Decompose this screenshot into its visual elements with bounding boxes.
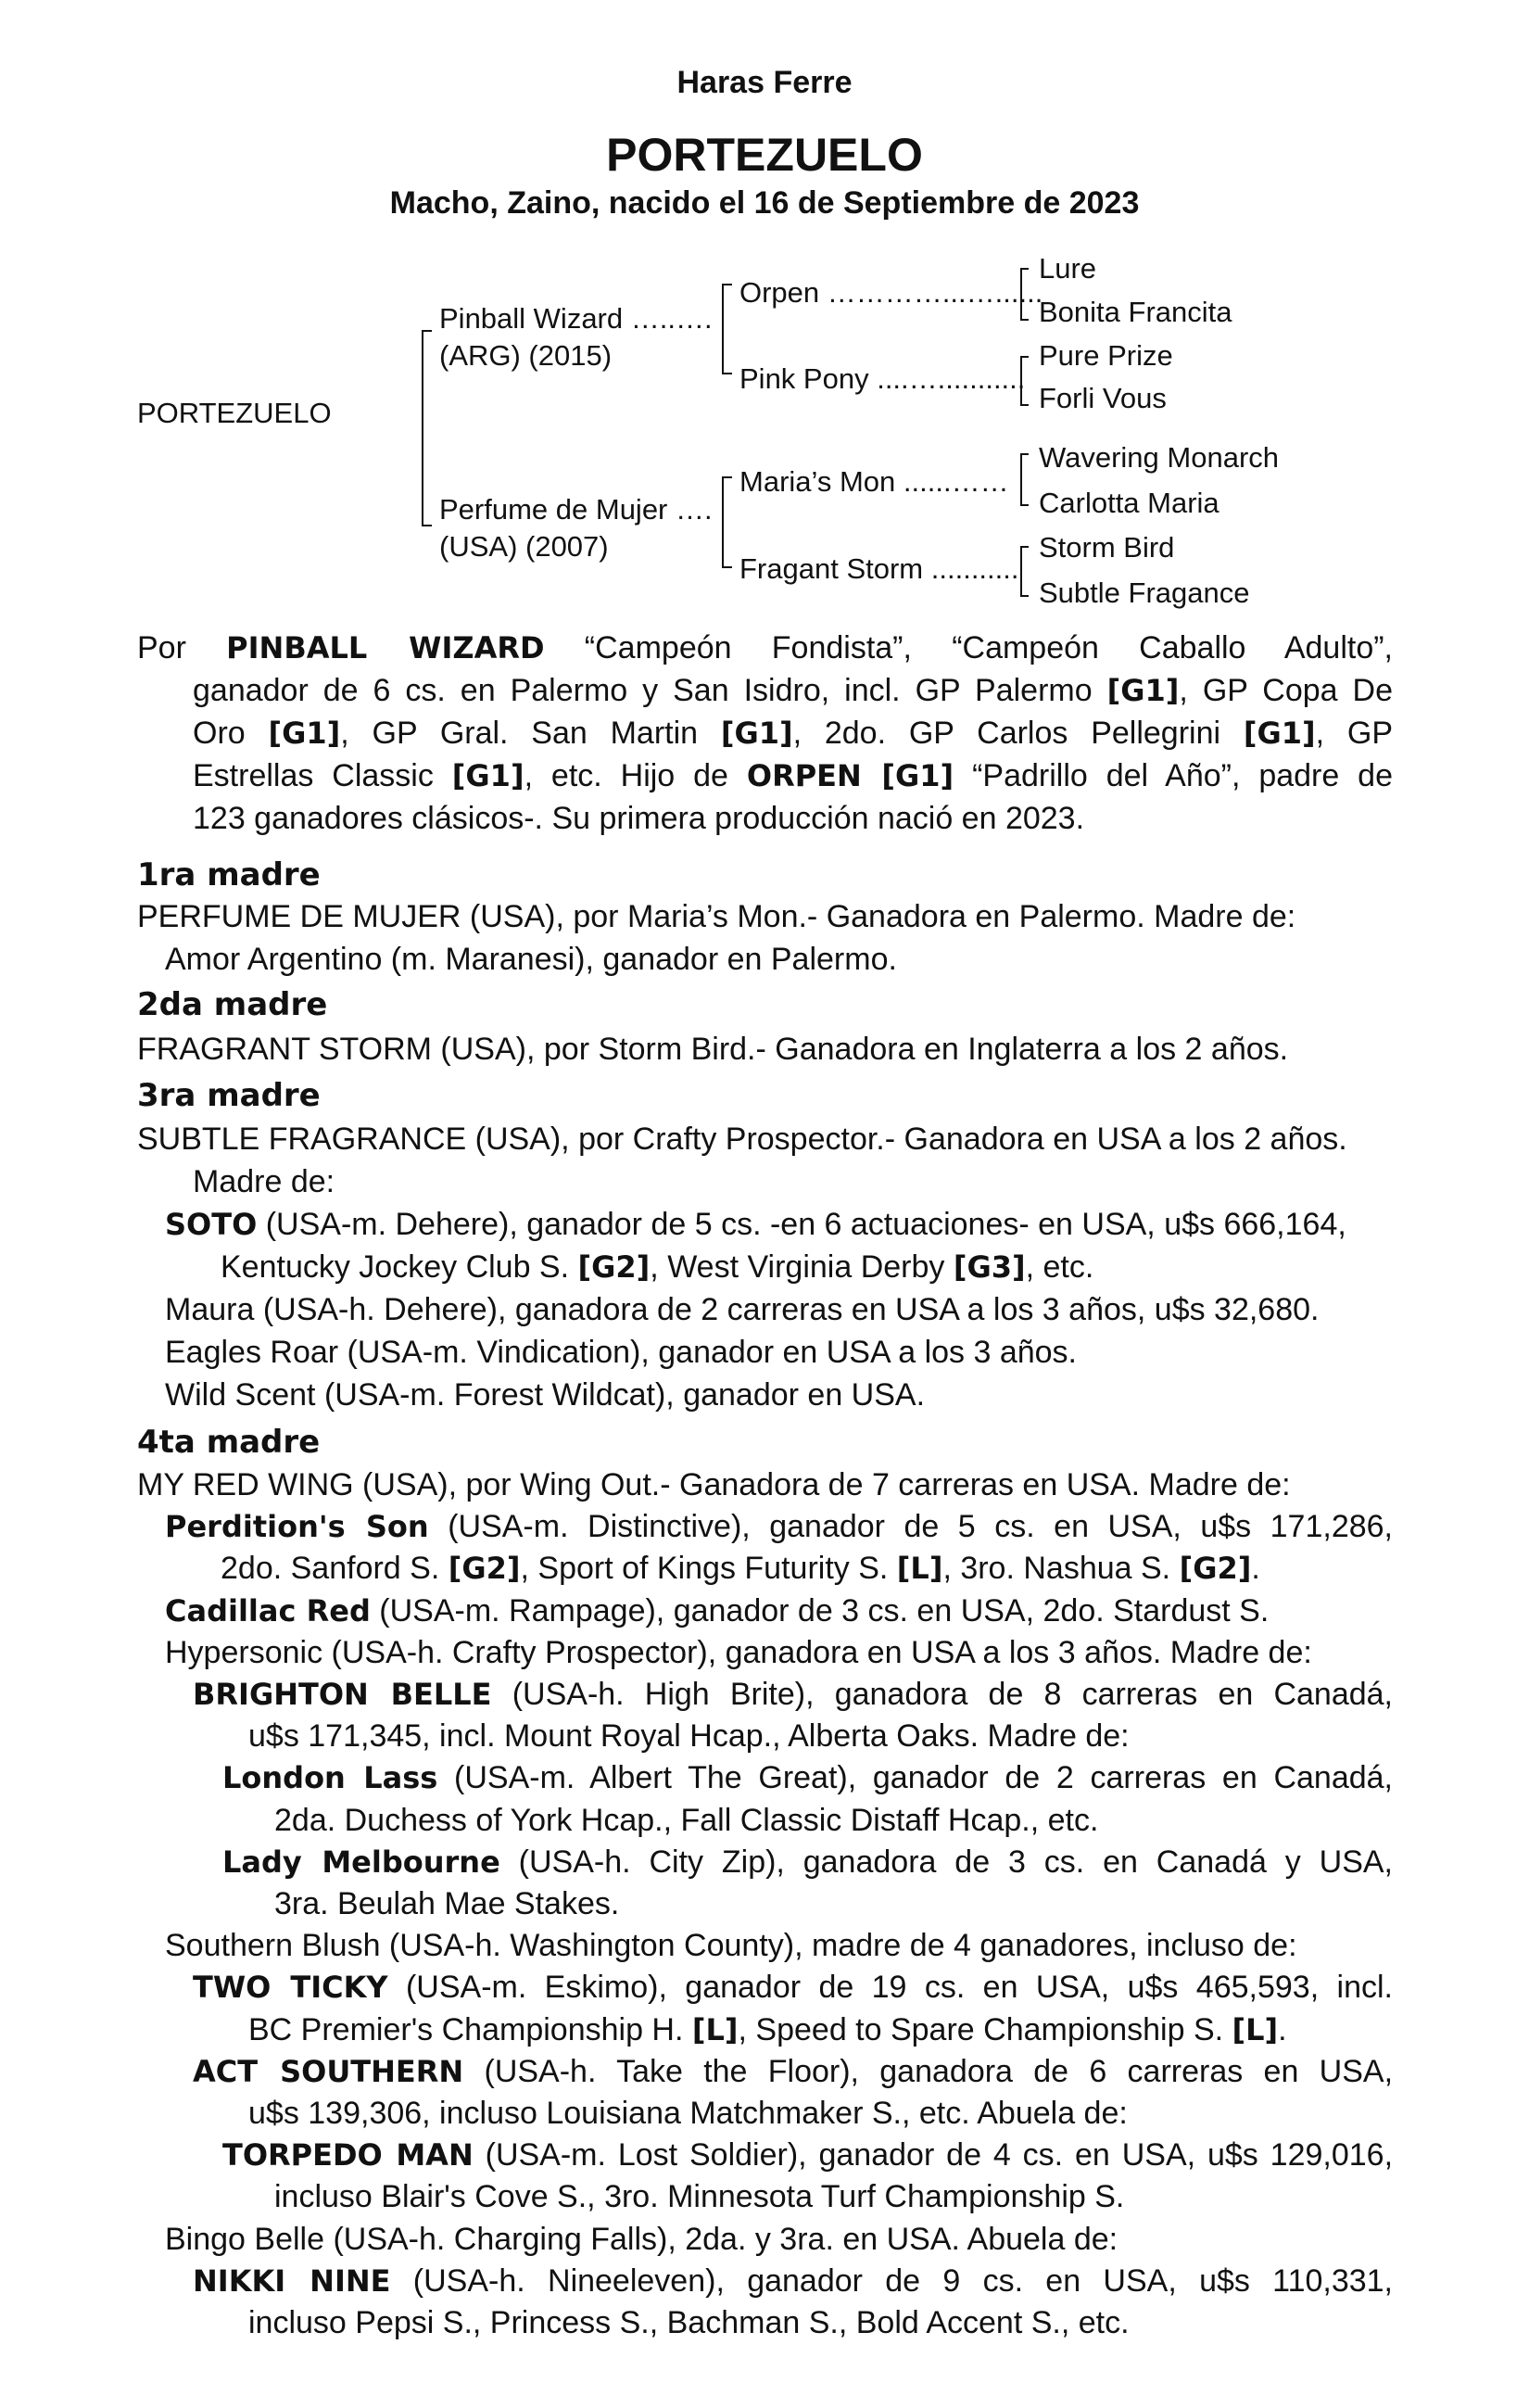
pedigree-sire-origin: (ARG) (2015) [439,339,613,372]
dam4-torpedo-line-2: incluso Blair's Cove S., 3ro. Minnesota Turf Championship S. [274,2179,1125,2215]
pedigree-ggp-5: Wavering Monarch [1039,441,1280,474]
dam1-block [137,895,1393,981]
pedigree-dam-origin: (USA) (2007) [439,530,609,563]
pedigree-ggp-6: Carlotta Maria [1039,487,1219,519]
heading-dam1: 1ra madre [137,856,321,893]
pedigree-sire-dam: Pink Pony ....…........... [739,362,1026,395]
pedigree-ggp-2: Bonita Francita [1039,296,1232,328]
dam4-brighton-line-2: u$s 171,345, incl. Mount Royal Hcap., Alberta Oaks. Madre de: [248,1718,1130,1755]
dam4-two-line-1: TWO TICKY (USA-m. Eskimo), ganador de 19 cs. en USA, u$s 465,593, incl. [193,1970,1393,2006]
dam4-lady-line-1: Lady Melbourne (USA-h. City Zip), ganadora de 3 cs. en Canadá y USA, [222,1844,1393,1880]
pedigree-sire-sire: Orpen …………...…...... [739,276,1043,309]
pedigree-ggp-8: Subtle Fragance [1039,577,1250,609]
sire-line-4: Estrellas Classic [G1], etc. Hijo de ORPEN [G1] “Padrillo del Año”, padre de [193,758,1394,793]
dam3-line-1: SUBTLE FRAGRANCE (USA), por Crafty Prospector.- Ganadora en USA a los 2 años. [137,1122,1347,1157]
dam3-line-3: Maura (USA-h. Dehere), ganadora de 2 carreras en USA a los 3 años, u$s 32,680. [165,1292,1320,1327]
pedigree-subject: PORTEZUELO [137,397,332,429]
sire-line-1: Por PINBALL WIZARD “Campeón Fondista”, “Campeón Caballo Adulto”, [137,630,1394,665]
dam4-cadillac-line: Cadillac Red (USA-m. Rampage), ganador de 3 cs. en USA, 2do. Stardust S. [165,1592,1270,1629]
dam2-line-1: FRAGRANT STORM (USA), por Storm Bird.- Ganadora en Inglaterra a los 2 años. [137,1032,1289,1067]
dam4-brighton-line-1: BRIGHTON BELLE (USA-h. High Brite), ganadora de 8 carreras en Canadá, [193,1677,1393,1713]
dam3-line-2: Madre de: [193,1164,335,1199]
dam4-bingo-line: Bingo Belle (USA-h. Charging Falls), 2da. y 3ra. en USA. Abuela de: [165,2221,1118,2257]
horse-subtitle: Macho, Zaino, nacido el 16 de Septiembre de 2023 [389,185,1140,221]
dam4-torpedo-line-1: TORPEDO MAN (USA-m. Lost Soldier), ganador de 4 cs. en USA, u$s 129,016, [222,2137,1394,2174]
dam4-hypersonic-line: Hypersonic (USA-h. Crafty Prospector), ganadora en USA a los 3 años. Madre de: [165,1634,1312,1670]
heading-dam2: 2da madre [137,986,328,1023]
sire-paragraph [137,627,1393,840]
sire-line-2: ganador de 6 cs. en Palermo y San Isidro, incl. GP Palermo [G1], GP Copa De [193,673,1394,708]
pedigree-ggp-7: Storm Bird [1039,531,1175,564]
pedigree-dam: Perfume de Mujer …. [439,493,713,526]
pedigree-ggp-3: Pure Prize [1039,339,1173,372]
dam1-line-1: PERFUME DE MUJER (USA), por Maria’s Mon.- Ganadora en Palermo. Madre de: [137,899,1296,934]
dam4-act-line-1: ACT SOUTHERN (USA-h. Take the Floor), ganadora de 6 carreras en USA, [193,2053,1394,2089]
dam2-block [137,1028,1393,1071]
dam4-southern-line: Southern Blush (USA-h. Washington County), madre de 4 ganadores, incluso de: [165,1928,1297,1964]
pedigree-dam-dam: Fragant Storm ........... [739,552,1019,585]
dam4-nikki-line-1: NIKKI NINE (USA-h. Nineeleven), ganador de 9 cs. en USA, u$s 110,331, [193,2262,1394,2299]
farm-name: Haras Ferre [676,65,853,100]
dam4-london-line-2: 2da. Duchess of York Hcap., Fall Classic Distaff Hcap., etc. [274,1802,1099,1838]
pedigree-dam-sire: Maria’s Mon ......…… [739,465,1009,498]
dam3-line-4: Eagles Roar (USA-m. Vindication), ganador en USA a los 3 años. [165,1335,1078,1370]
dam3-soto-line-2: Kentucky Jockey Club S. [G2], West Virginia Derby [G3], etc. [221,1249,1094,1285]
dam4-lady-line-2: 3ra. Beulah Mae Stakes. [274,1886,620,1922]
dam4-two-line-2: BC Premier's Championship H. [L], Speed to Spare Championship S. [L]. [248,2011,1287,2047]
pedigree-brackets [0,0,1529,649]
dam1-line-2: Amor Argentino (m. Maranesi), ganador en Palermo. [165,942,897,977]
horse-name: PORTEZUELO [606,129,923,181]
dam3-soto-line-1: SOTO (USA-m. Dehere), ganador de 5 cs. -en 6 actuaciones- en USA, u$s 666,164, [165,1207,1346,1242]
sire-line-3: Oro [G1], GP Gral. San Martin [G1], 2do. GP Carlos Pellegrini [G1], GP [193,716,1393,751]
heading-dam3: 3ra madre [137,1077,321,1114]
dam4-london-line-1: London Lass (USA-m. Albert The Great), ganador de 2 carreras en Canadá, [222,1760,1393,1796]
heading-dam4: 4ta madre [137,1424,321,1461]
pedigree-ggp-1: Lure [1039,252,1097,285]
dam3-line-5: Wild Scent (USA-m. Forest Wildcat), ganador en USA. [165,1377,926,1413]
dam4-nikki-line-2: incluso Pepsi S., Princess S., Bachman S., Bold Accent S., etc. [248,2305,1130,2341]
dam4-block [137,1464,1393,2344]
sire-line-5: 123 ganadores clásicos-. Su primera producción nació en 2023. [193,801,1085,836]
dam4-act-line-2: u$s 139,306, incluso Louisiana Matchmaker S., etc. Abuela de: [248,2096,1128,2132]
pedigree-sire: Pinball Wizard …..…. [439,302,713,335]
dam3-block [137,1118,1393,1416]
dam4-perdition-line-1: Perdition's Son (USA-m. Distinctive), ganador de 5 cs. en USA, u$s 171,286, [165,1509,1393,1545]
dam4-line-1: MY RED WING (USA), por Wing Out.- Ganadora de 7 carreras en USA. Madre de: [137,1467,1291,1502]
pedigree-ggp-4: Forli Vous [1039,382,1167,414]
dam4-perdition-line-2: 2do. Sanford S. [G2], Sport of Kings Futurity S. [L], 3ro. Nashua S. [G2]. [221,1551,1260,1587]
